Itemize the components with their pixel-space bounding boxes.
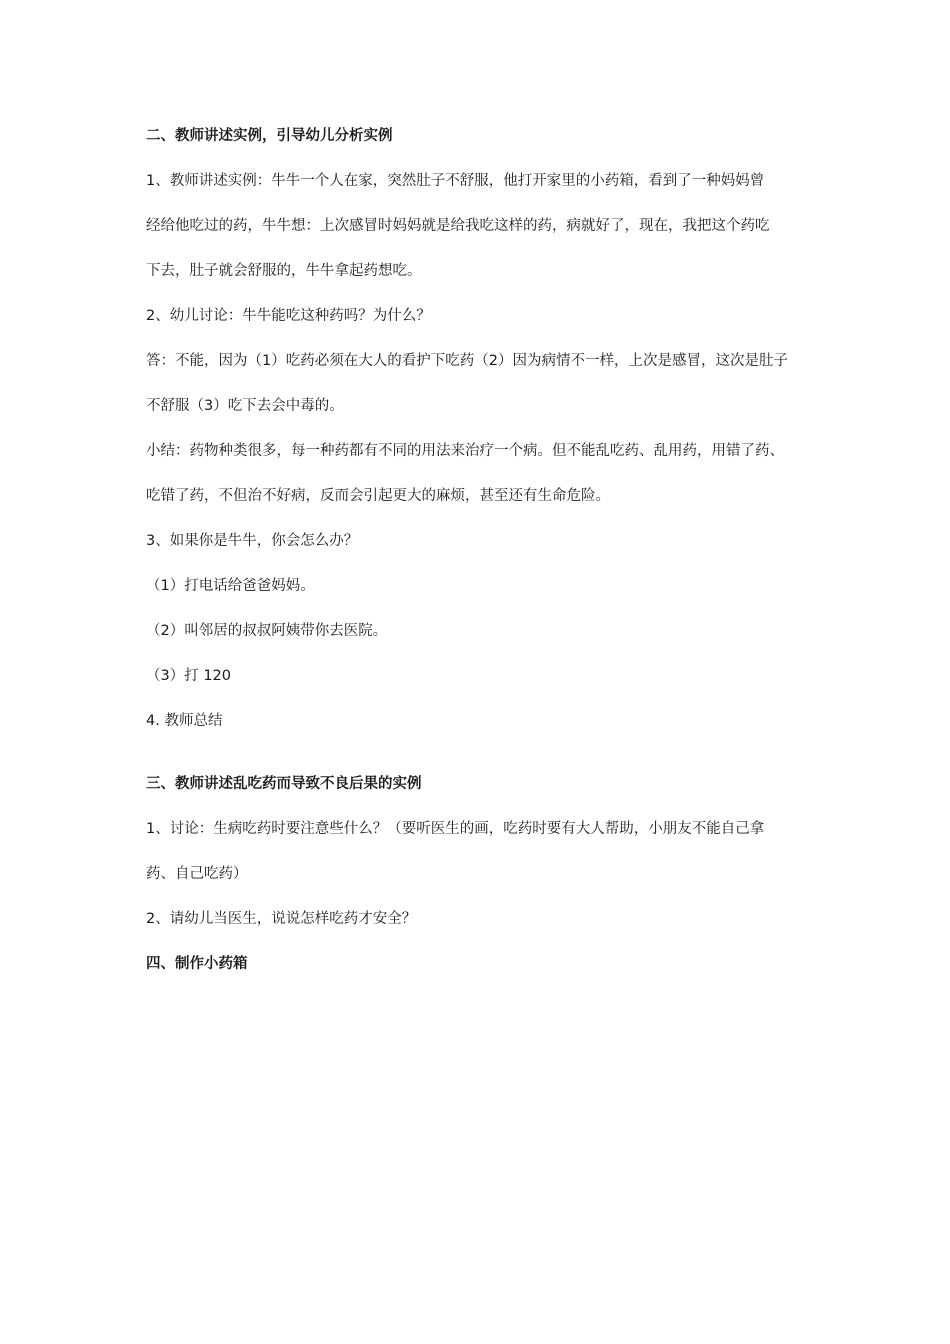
section-spacer	[146, 748, 810, 766]
summary-line-2: 吃错了药，不但治不好病，反而会引起更大的麻烦，甚至还有生命危险。	[146, 488, 610, 504]
section-4-heading: 四、制作小药箱	[146, 956, 248, 972]
section-2-item-3: 3、如果你是牛牛，你会怎么办？	[146, 533, 359, 549]
section-2-item-2: 2、幼儿讨论：牛牛能吃这种药吗？为什么？	[146, 308, 431, 324]
section-2-item-4: 4. 教师总结	[146, 713, 223, 729]
option-1: （1）打电话给爸爸妈妈。	[146, 578, 315, 594]
option-2: （2）叫邻居的叔叔阿姨带你去医院。	[146, 623, 388, 639]
option-3: （3）打 120	[146, 668, 232, 684]
section-3-item-2: 2、请幼儿当医生，说说怎样吃药才安全？	[146, 911, 417, 927]
answer-line-1: 答：不能，因为（1）吃药必须在大人的看护下吃药（2）因为病情不一样，上次是感冒，这次是肚子	[146, 353, 788, 369]
document-body	[146, 118, 810, 991]
section-2-heading: 二、教师讲述实例，引导幼儿分析实例	[146, 128, 393, 144]
section-2-item-1-line-1: 1、教师讲述实例：牛牛一个人在家，突然肚子不舒服，他打开家里的小药箱，看到了一种妈妈曾	[146, 173, 765, 189]
summary-line-1: 小结：药物种类很多，每一种药都有不同的用法来治疗一个病。但不能乱吃药、乱用药，用错了药、	[146, 443, 784, 459]
section-2-item-1-line-2: 经给他吃过的药，牛牛想：上次感冒时妈妈就是给我吃这样的药，病就好了，现在，我把这个药吃	[146, 218, 770, 234]
section-3-item-1-line-2: 药、自己吃药）	[146, 866, 248, 882]
section-3-item-1-line-1: 1、讨论：生病吃药时要注意些什么？（要听医生的画，吃药时要有大人帮助，小朋友不能自己拿	[146, 821, 765, 837]
section-2-item-1-line-3: 下去，肚子就会舒服的，牛牛拿起药想吃。	[146, 263, 422, 279]
answer-line-2: 不舒服（3）吃下去会中毒的。	[146, 398, 344, 414]
section-3-heading: 三、教师讲述乱吃药而导致不良后果的实例	[146, 776, 422, 792]
